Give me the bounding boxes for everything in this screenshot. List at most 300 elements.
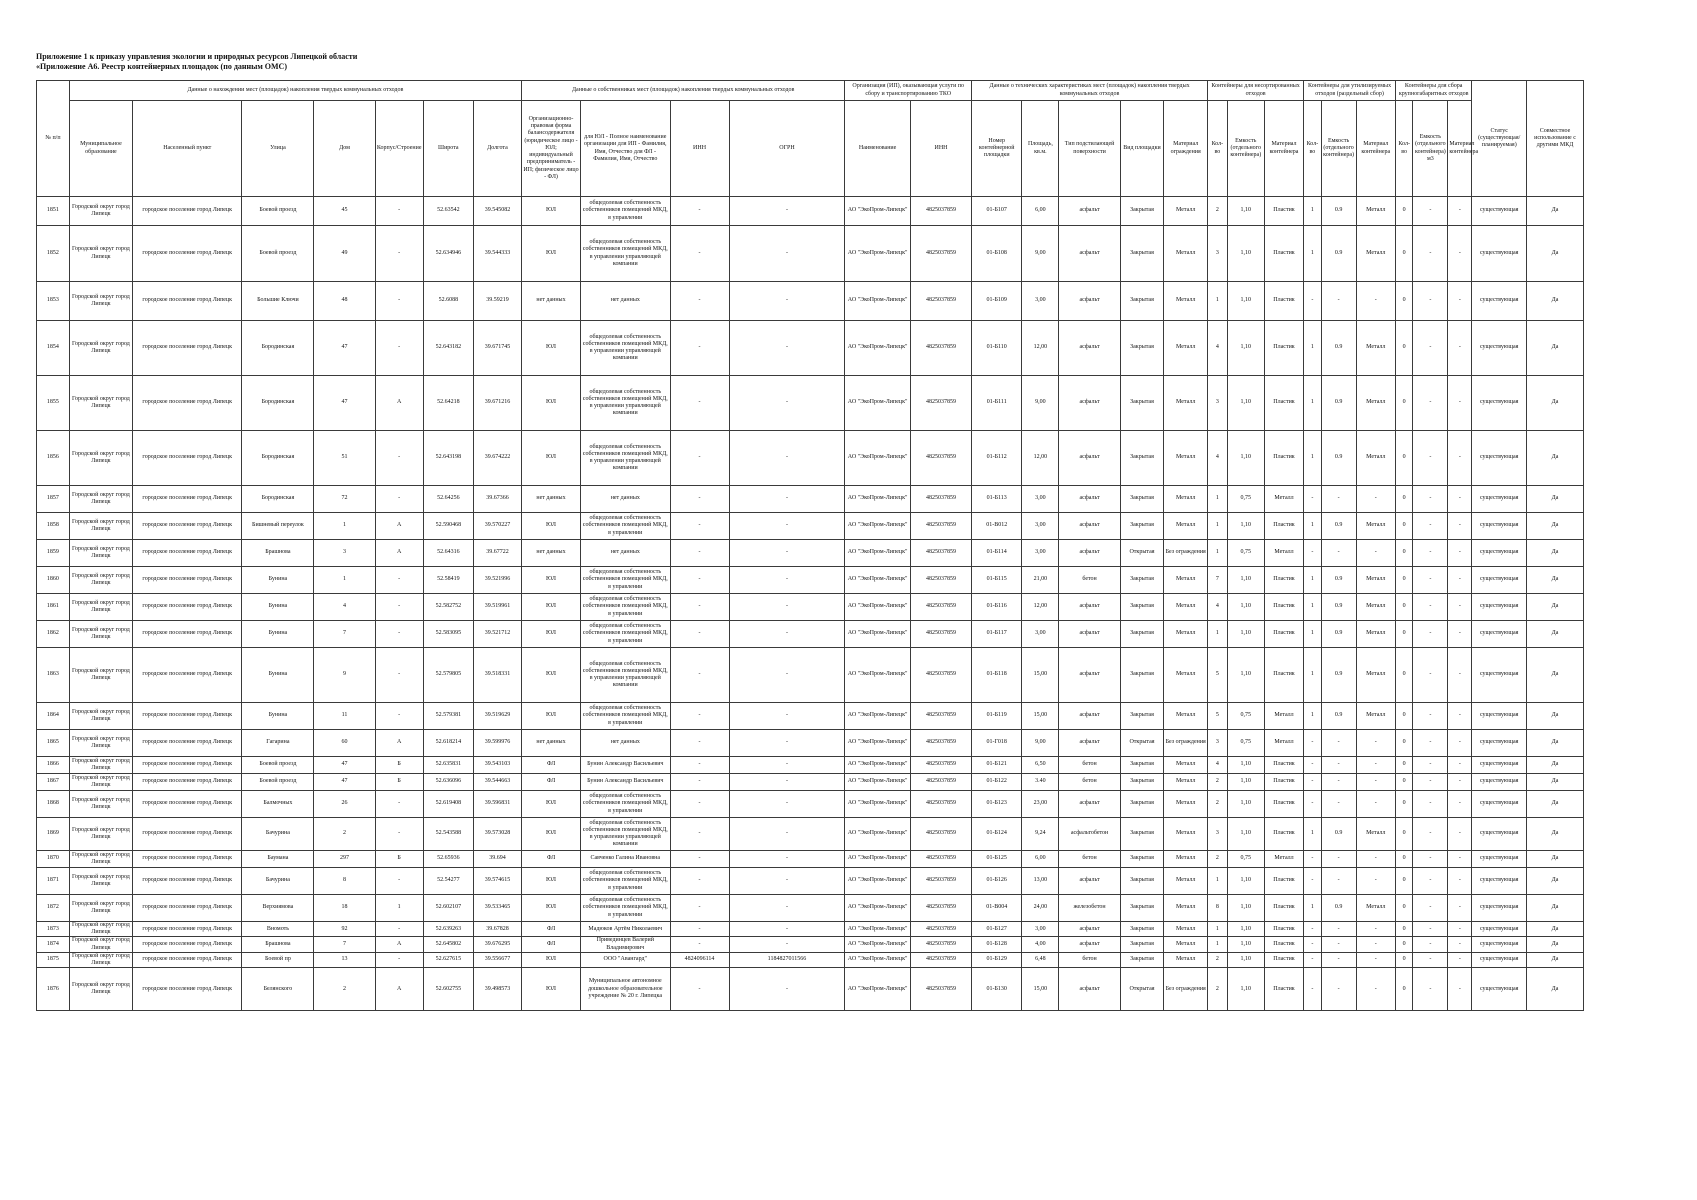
cell-bulky-count: 0 <box>1395 791 1412 818</box>
cell-settlement: городское поселение город Липецк <box>133 431 242 486</box>
cell-house: 47 <box>314 774 375 791</box>
cell-house: 11 <box>314 703 375 730</box>
cell-org-name: общедолевая собственность собственников помещений МКД, в управлении управляющей компании <box>580 818 670 851</box>
cell-building: - <box>375 197 423 226</box>
cell-fence-material: Металл <box>1164 513 1208 540</box>
cell-shared-mkd: Да <box>1527 648 1584 703</box>
cell-building: - <box>375 621 423 648</box>
cell-unsorted-capacity: 1,10 <box>1227 513 1264 540</box>
cell-site-number: 01-Б108 <box>972 226 1022 282</box>
cell-shared-mkd: Да <box>1527 791 1584 818</box>
cell-house: 47 <box>314 321 375 376</box>
cell-building: - <box>375 952 423 967</box>
cell-settlement: городское поселение город Липецк <box>133 226 242 282</box>
table-header <box>37 81 1584 197</box>
cell-recyclable-count: 1 <box>1304 648 1321 703</box>
cell-longitude: 39.543103 <box>473 757 521 774</box>
cell-settlement: городское поселение город Липецк <box>133 952 242 967</box>
cell-surface: асфальт <box>1059 321 1120 376</box>
cell-latitude: 52.639263 <box>423 922 473 937</box>
cell-fence-material: Металл <box>1164 594 1208 621</box>
cell-ogrn: - <box>729 594 845 621</box>
cell-shared-mkd: Да <box>1527 818 1584 851</box>
header-status: Статус (существующая/ планируемая) <box>1472 81 1527 197</box>
cell-unsorted-count: 3 <box>1208 818 1228 851</box>
cell-bulky-capacity: - <box>1413 774 1448 791</box>
cell-bulky-capacity: - <box>1413 952 1448 967</box>
cell-unsorted-capacity: 1,10 <box>1227 648 1264 703</box>
cell-longitude: 39.59219 <box>473 282 521 321</box>
cell-bulky-capacity: - <box>1413 703 1448 730</box>
cell-owner-inn: - <box>670 540 729 567</box>
cell-org-name: Савченко Галина Ивановна <box>580 851 670 868</box>
cell-bulky-capacity: - <box>1413 851 1448 868</box>
cell-latitude: 52.627615 <box>423 952 473 967</box>
cell-building: - <box>375 226 423 282</box>
cell-street: Бунина <box>242 648 314 703</box>
cell-settlement: городское поселение город Липецк <box>133 730 242 757</box>
cell-site-type: Закрытая <box>1120 868 1164 895</box>
cell-fence-material: Металл <box>1164 486 1208 513</box>
cell-site-type: Закрытая <box>1120 851 1164 868</box>
cell-fence-material: Металл <box>1164 818 1208 851</box>
cell-org-name: нет данных <box>580 540 670 567</box>
title-line-1: Приложение 1 к приказу управления экологии и природных ресурсов Липецкой области <box>36 52 358 61</box>
row-number: 1859 <box>37 540 70 567</box>
cell-operator-name: АО "ЭкоПром-Липецк" <box>845 486 911 513</box>
header-num: № п/п <box>37 81 70 197</box>
cell-area: 21,00 <box>1022 567 1059 594</box>
cell-municipality: Городской округ город Липецк <box>69 567 132 594</box>
cell-ogrn: - <box>729 621 845 648</box>
cell-ogrn: - <box>729 197 845 226</box>
cell-area: 3,00 <box>1022 282 1059 321</box>
cell-recyclable-capacity: - <box>1321 540 1356 567</box>
cell-org-form: ЮЛ <box>522 648 581 703</box>
cell-recyclable-capacity: 0.9 <box>1321 376 1356 431</box>
cell-area: 9,00 <box>1022 730 1059 757</box>
cell-site-number: 01-Б126 <box>972 868 1022 895</box>
cell-owner-inn: - <box>670 818 729 851</box>
cell-building: - <box>375 791 423 818</box>
cell-unsorted-count: 1 <box>1208 282 1228 321</box>
cell-street: Бородинская <box>242 321 314 376</box>
cell-operator-name: АО "ЭкоПром-Липецк" <box>845 818 911 851</box>
cell-settlement: городское поселение город Липецк <box>133 621 242 648</box>
col-recyclable-capacity: Емкость (отдельного контейнера) <box>1321 101 1356 197</box>
cell-bulky-material: - <box>1448 895 1472 922</box>
cell-longitude: 39.533465 <box>473 895 521 922</box>
cell-longitude: 39.570227 <box>473 513 521 540</box>
cell-house: 3 <box>314 540 375 567</box>
cell-status: существующая <box>1472 621 1527 648</box>
cell-latitude: 52.54277 <box>423 868 473 895</box>
table-row <box>37 431 1584 486</box>
cell-unsorted-capacity: 1,10 <box>1227 376 1264 431</box>
cell-unsorted-capacity: 1,10 <box>1227 431 1264 486</box>
cell-latitude: 52.643182 <box>423 321 473 376</box>
cell-status: существующая <box>1472 321 1527 376</box>
table-row <box>37 730 1584 757</box>
cell-unsorted-capacity: 1,10 <box>1227 791 1264 818</box>
cell-org-form: ЮЛ <box>522 818 581 851</box>
cell-bulky-material: - <box>1448 226 1472 282</box>
row-number: 1853 <box>37 282 70 321</box>
row-number: 1860 <box>37 567 70 594</box>
cell-longitude: 39.556677 <box>473 952 521 967</box>
cell-ogrn: - <box>729 774 845 791</box>
cell-latitude: 52.645802 <box>423 937 473 952</box>
cell-building: Б <box>375 851 423 868</box>
row-number: 1856 <box>37 431 70 486</box>
cell-building: Б <box>375 757 423 774</box>
cell-site-number: 01-Б119 <box>972 703 1022 730</box>
cell-owner-inn: - <box>670 648 729 703</box>
cell-operator-name: АО "ЭкоПром-Липецк" <box>845 321 911 376</box>
cell-operator-inn: 4825037859 <box>910 226 971 282</box>
cell-longitude: 39.574615 <box>473 868 521 895</box>
cell-operator-inn: 4825037859 <box>910 594 971 621</box>
cell-bulky-capacity: - <box>1413 376 1448 431</box>
cell-site-type: Закрытая <box>1120 197 1164 226</box>
cell-unsorted-material: Пластик <box>1264 197 1303 226</box>
cell-site-type: Закрытая <box>1120 774 1164 791</box>
cell-org-form: ФЛ <box>522 937 581 952</box>
cell-org-name: Бунин Александр Васильевич <box>580 774 670 791</box>
col-bulky-material: Материал контейнера <box>1448 101 1472 197</box>
row-number: 1851 <box>37 197 70 226</box>
cell-recyclable-capacity: - <box>1321 774 1356 791</box>
cell-unsorted-capacity: 0,75 <box>1227 730 1264 757</box>
cell-recyclable-capacity: - <box>1321 730 1356 757</box>
cell-org-form: ЮЛ <box>522 567 581 594</box>
cell-street: Брашнова <box>242 540 314 567</box>
cell-operator-inn: 4825037859 <box>910 621 971 648</box>
cell-ogrn: - <box>729 730 845 757</box>
table-row <box>37 321 1584 376</box>
cell-recyclable-material: - <box>1356 757 1395 774</box>
title-line-2: «Приложение А6. Реестр контейнерных площадок (по данным ОМС) <box>36 62 287 71</box>
cell-operator-name: АО "ЭкоПром-Липецк" <box>845 851 911 868</box>
cell-recyclable-capacity: 0.9 <box>1321 621 1356 648</box>
header-group-owners: Данные о собственниках мест (площадок) накопления твердых коммунальных отходов <box>522 81 845 101</box>
row-number: 1868 <box>37 791 70 818</box>
cell-site-number: 01-Б123 <box>972 791 1022 818</box>
cell-latitude: 52.619408 <box>423 791 473 818</box>
cell-recyclable-capacity: - <box>1321 486 1356 513</box>
row-number: 1872 <box>37 895 70 922</box>
cell-recyclable-capacity: 0.9 <box>1321 513 1356 540</box>
cell-status: существующая <box>1472 376 1527 431</box>
cell-fence-material: Металл <box>1164 774 1208 791</box>
cell-operator-inn: 4825037859 <box>910 851 971 868</box>
cell-site-type: Закрытая <box>1120 321 1164 376</box>
cell-owner-inn: - <box>670 282 729 321</box>
cell-status: существующая <box>1472 952 1527 967</box>
cell-operator-inn: 4825037859 <box>910 868 971 895</box>
cell-recyclable-count: - <box>1304 486 1321 513</box>
cell-bulky-material: - <box>1448 851 1472 868</box>
cell-shared-mkd: Да <box>1527 226 1584 282</box>
cell-operator-inn: 4825037859 <box>910 431 971 486</box>
cell-bulky-count: 0 <box>1395 952 1412 967</box>
cell-settlement: городское поселение город Липецк <box>133 968 242 1011</box>
cell-recyclable-count: 1 <box>1304 594 1321 621</box>
cell-ogrn: - <box>729 226 845 282</box>
table-row <box>37 197 1584 226</box>
cell-site-type: Закрытая <box>1120 922 1164 937</box>
cell-operator-name: АО "ЭкоПром-Липецк" <box>845 540 911 567</box>
cell-surface: бетон <box>1059 757 1120 774</box>
cell-bulky-material: - <box>1448 818 1472 851</box>
cell-recyclable-count: 1 <box>1304 431 1321 486</box>
cell-surface: асфальт <box>1059 226 1120 282</box>
cell-status: существующая <box>1472 648 1527 703</box>
cell-settlement: городское поселение город Липецк <box>133 774 242 791</box>
cell-longitude: 39.544333 <box>473 226 521 282</box>
cell-org-form: нет данных <box>522 540 581 567</box>
cell-longitude: 39.599976 <box>473 730 521 757</box>
cell-owner-inn: - <box>670 851 729 868</box>
cell-bulky-capacity: - <box>1413 818 1448 851</box>
cell-bulky-material: - <box>1448 513 1472 540</box>
cell-settlement: городское поселение город Липецк <box>133 567 242 594</box>
cell-org-form: ЮЛ <box>522 703 581 730</box>
cell-fence-material: Без ограждения <box>1164 540 1208 567</box>
cell-bulky-capacity: - <box>1413 594 1448 621</box>
cell-house: 2 <box>314 818 375 851</box>
cell-operator-inn: 4825037859 <box>910 922 971 937</box>
row-number: 1857 <box>37 486 70 513</box>
cell-street: Бунина <box>242 567 314 594</box>
cell-municipality: Городской округ город Липецк <box>69 594 132 621</box>
cell-fence-material: Металл <box>1164 197 1208 226</box>
cell-org-name: общедолевая собственность собственников помещений МКД, в управлении <box>580 513 670 540</box>
cell-unsorted-count: 1 <box>1208 540 1228 567</box>
cell-org-name: нет данных <box>580 486 670 513</box>
cell-fence-material: Без ограждения <box>1164 968 1208 1011</box>
cell-operator-name: АО "ЭкоПром-Липецк" <box>845 376 911 431</box>
cell-municipality: Городской округ город Липецк <box>69 818 132 851</box>
cell-building: - <box>375 703 423 730</box>
cell-recyclable-count: - <box>1304 282 1321 321</box>
cell-settlement: городское поселение город Липецк <box>133 540 242 567</box>
cell-recyclable-material: Металл <box>1356 321 1395 376</box>
cell-org-form: ЮЛ <box>522 868 581 895</box>
cell-house: 1 <box>314 513 375 540</box>
cell-house: 47 <box>314 757 375 774</box>
cell-house: 26 <box>314 791 375 818</box>
cell-latitude: 52.643198 <box>423 431 473 486</box>
cell-latitude: 52.602107 <box>423 895 473 922</box>
cell-fence-material: Металл <box>1164 851 1208 868</box>
cell-municipality: Городской округ город Липецк <box>69 513 132 540</box>
cell-longitude: 39.521712 <box>473 621 521 648</box>
cell-house: 92 <box>314 922 375 937</box>
cell-site-number: 01-Б114 <box>972 540 1022 567</box>
cell-unsorted-count: 5 <box>1208 703 1228 730</box>
cell-status: существующая <box>1472 968 1527 1011</box>
cell-street: Большие Ключи <box>242 282 314 321</box>
cell-ogrn: - <box>729 791 845 818</box>
cell-surface: бетон <box>1059 774 1120 791</box>
table-row <box>37 567 1584 594</box>
cell-bulky-material: - <box>1448 968 1472 1011</box>
cell-street: Гагарина <box>242 730 314 757</box>
cell-shared-mkd: Да <box>1527 703 1584 730</box>
cell-status: существующая <box>1472 895 1527 922</box>
cell-street: Боевой пр <box>242 952 314 967</box>
cell-house: 47 <box>314 376 375 431</box>
cell-status: существующая <box>1472 730 1527 757</box>
cell-recyclable-count: 1 <box>1304 226 1321 282</box>
cell-org-form: нет данных <box>522 282 581 321</box>
cell-bulky-count: 0 <box>1395 321 1412 376</box>
cell-site-number: 01-Б122 <box>972 774 1022 791</box>
cell-surface: асфальт <box>1059 486 1120 513</box>
cell-site-number: 01-Б121 <box>972 757 1022 774</box>
cell-status: существующая <box>1472 868 1527 895</box>
cell-org-name: Бунин Александр Васильевич <box>580 757 670 774</box>
cell-longitude: 39.573028 <box>473 818 521 851</box>
table-row <box>37 376 1584 431</box>
cell-bulky-material: - <box>1448 774 1472 791</box>
row-number: 1870 <box>37 851 70 868</box>
cell-settlement: городское поселение город Липецк <box>133 895 242 922</box>
cell-fence-material: Металл <box>1164 791 1208 818</box>
cell-bulky-capacity: - <box>1413 567 1448 594</box>
cell-recyclable-count: - <box>1304 757 1321 774</box>
cell-shared-mkd: Да <box>1527 937 1584 952</box>
cell-area: 6,48 <box>1022 952 1059 967</box>
cell-municipality: Городской округ город Липецк <box>69 197 132 226</box>
cell-bulky-count: 0 <box>1395 226 1412 282</box>
cell-settlement: городское поселение город Липецк <box>133 594 242 621</box>
cell-owner-inn: - <box>670 868 729 895</box>
cell-bulky-material: - <box>1448 197 1472 226</box>
cell-area: 6,00 <box>1022 851 1059 868</box>
cell-fence-material: Металл <box>1164 868 1208 895</box>
table-row <box>37 937 1584 952</box>
cell-bulky-capacity: - <box>1413 321 1448 376</box>
cell-recyclable-capacity: 0.9 <box>1321 703 1356 730</box>
cell-building: 1 <box>375 895 423 922</box>
cell-operator-name: АО "ЭкоПром-Липецк" <box>845 648 911 703</box>
cell-area: 3,00 <box>1022 621 1059 648</box>
cell-bulky-material: - <box>1448 567 1472 594</box>
cell-unsorted-capacity: 1,10 <box>1227 757 1264 774</box>
row-number: 1862 <box>37 621 70 648</box>
cell-area: 24,00 <box>1022 895 1059 922</box>
cell-owner-inn: - <box>670 376 729 431</box>
cell-municipality: Городской округ город Липецк <box>69 895 132 922</box>
cell-org-name: нет данных <box>580 282 670 321</box>
cell-latitude: 52.590468 <box>423 513 473 540</box>
cell-bulky-capacity: - <box>1413 922 1448 937</box>
cell-area: 12,00 <box>1022 594 1059 621</box>
cell-operator-inn: 4825037859 <box>910 730 971 757</box>
cell-operator-name: АО "ЭкоПром-Липецк" <box>845 937 911 952</box>
cell-status: существующая <box>1472 431 1527 486</box>
cell-bulky-capacity: - <box>1413 968 1448 1011</box>
cell-org-name: общедолевая собственность собственников помещений МКД, в управлении управляющей компании <box>580 376 670 431</box>
cell-municipality: Городской округ город Липецк <box>69 922 132 937</box>
cell-fence-material: Металл <box>1164 703 1208 730</box>
cell-status: существующая <box>1472 851 1527 868</box>
cell-site-number: 01-Б128 <box>972 937 1022 952</box>
cell-area: 15,00 <box>1022 648 1059 703</box>
cell-unsorted-material: Металл <box>1264 851 1303 868</box>
cell-area: 13,00 <box>1022 868 1059 895</box>
cell-org-form: ЮЛ <box>522 895 581 922</box>
cell-unsorted-material: Пластик <box>1264 321 1303 376</box>
cell-fence-material: Металл <box>1164 282 1208 321</box>
cell-area: 12,00 <box>1022 321 1059 376</box>
cell-unsorted-capacity: 1,10 <box>1227 321 1264 376</box>
cell-bulky-capacity: - <box>1413 895 1448 922</box>
cell-recyclable-capacity: - <box>1321 937 1356 952</box>
cell-recyclable-material: Металл <box>1356 567 1395 594</box>
cell-shared-mkd: Да <box>1527 486 1584 513</box>
cell-operator-name: АО "ЭкоПром-Липецк" <box>845 197 911 226</box>
cell-surface: асфальт <box>1059 431 1120 486</box>
cell-org-form: ЮЛ <box>522 226 581 282</box>
cell-status: существующая <box>1472 594 1527 621</box>
cell-recyclable-material: Металл <box>1356 431 1395 486</box>
cell-owner-inn: - <box>670 567 729 594</box>
cell-municipality: Городской округ город Липецк <box>69 968 132 1011</box>
cell-org-name: общедолевая собственность собственников помещений МКД, в управлении управляющей компании <box>580 321 670 376</box>
cell-fence-material: Металл <box>1164 321 1208 376</box>
cell-recyclable-material: - <box>1356 730 1395 757</box>
cell-bulky-capacity: - <box>1413 486 1448 513</box>
cell-unsorted-material: Пластик <box>1264 922 1303 937</box>
cell-site-number: 01-Б109 <box>972 282 1022 321</box>
cell-latitude: 52.64218 <box>423 376 473 431</box>
cell-recyclable-capacity: 0.9 <box>1321 226 1356 282</box>
cell-unsorted-material: Пластик <box>1264 791 1303 818</box>
cell-settlement: городское поселение город Липецк <box>133 321 242 376</box>
cell-municipality: Городской округ город Липецк <box>69 937 132 952</box>
cell-site-number: 01-Б117 <box>972 621 1022 648</box>
cell-shared-mkd: Да <box>1527 968 1584 1011</box>
cell-recyclable-count: 1 <box>1304 513 1321 540</box>
cell-unsorted-count: 3 <box>1208 376 1228 431</box>
row-number: 1869 <box>37 818 70 851</box>
cell-recyclable-count: 1 <box>1304 895 1321 922</box>
cell-longitude: 39.67366 <box>473 486 521 513</box>
cell-building: - <box>375 868 423 895</box>
cell-bulky-material: - <box>1448 730 1472 757</box>
cell-shared-mkd: Да <box>1527 922 1584 937</box>
cell-site-type: Закрытая <box>1120 703 1164 730</box>
cell-recyclable-count: 1 <box>1304 197 1321 226</box>
cell-longitude: 39.521996 <box>473 567 521 594</box>
cell-site-type: Открытая <box>1120 730 1164 757</box>
cell-unsorted-capacity: 1,10 <box>1227 818 1264 851</box>
cell-owner-inn: - <box>670 431 729 486</box>
cell-bulky-material: - <box>1448 937 1472 952</box>
cell-shared-mkd: Да <box>1527 594 1584 621</box>
cell-shared-mkd: Да <box>1527 621 1584 648</box>
table-row <box>37 851 1584 868</box>
cell-recyclable-capacity: - <box>1321 968 1356 1011</box>
cell-shared-mkd: Да <box>1527 431 1584 486</box>
cell-site-type: Закрытая <box>1120 818 1164 851</box>
cell-status: существующая <box>1472 774 1527 791</box>
cell-street: Бачурина <box>242 818 314 851</box>
col-house: Дом <box>314 101 375 197</box>
